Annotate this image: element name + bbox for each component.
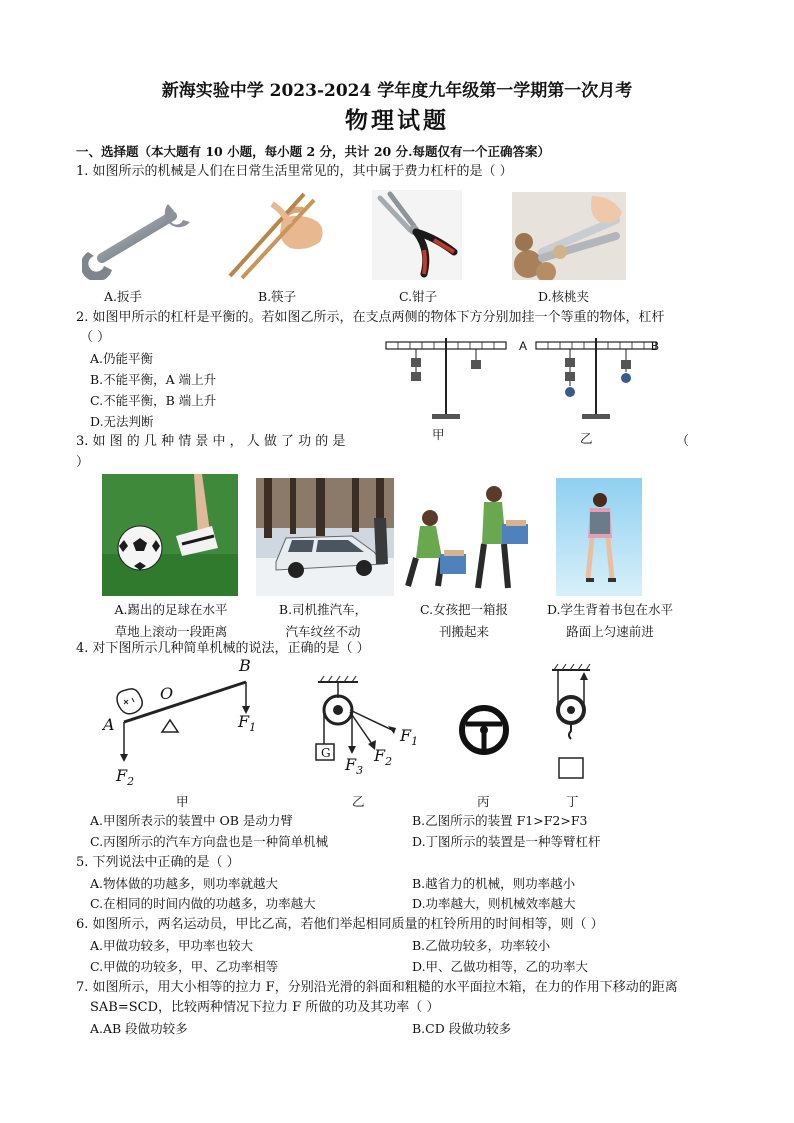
q3-caption-a-line2: 草地上滚动一段距离 (114, 624, 228, 639)
q5-option-c: C.在相同的时间内做的功越多，功率越大 (90, 896, 316, 911)
lever-force-f2-label (116, 766, 134, 788)
q4-figure-label-jia: 甲 (176, 794, 189, 809)
lever-fulcrum-o-label: O (160, 684, 174, 703)
exam-school-title: 新海实验中学 2023-2024 学年度九年级第一学期第一次月考 (161, 81, 633, 101)
q1-stem: 1. 如图所示的机械是人们在日常生活里常见的，其中属于费力杠杆的是（ ） (76, 164, 513, 179)
q6-option-a: A.甲做功较多，甲功率也较大 (90, 938, 254, 953)
q3-caption-b-line1: B.司机推汽车， (278, 602, 368, 617)
q5-stem: 5. 下列说法中正确的是（ ） (76, 855, 240, 870)
pulley-weight-g-label: G (321, 746, 331, 760)
q2-figure-label-jia: 甲 (432, 427, 445, 442)
q6-stem: 6. 如图所示，两名运动员，甲比乙高，若他们举起相同质量的杠铃所用的时间相等，则（ ） (76, 917, 604, 932)
q6-option-c: C.甲做的功较多，甲、乙功率相等 (90, 959, 279, 974)
steering-wheel-diagram-bing (462, 708, 506, 752)
q6-option-d: D.甲、乙做功相等，乙的功率大 (412, 959, 589, 974)
lever-diagram-jia (117, 682, 250, 762)
q4-option-b: B.乙图所示的装置 F1>F2>F3 (412, 813, 588, 828)
lever-f2-sub: 2 (127, 775, 135, 789)
q1-option-a: A.扳手 (104, 289, 143, 304)
lever-f2-letter: F (116, 766, 128, 785)
chopsticks-image (222, 188, 326, 280)
q7-stem: 7. 如图所示，用大小相等的拉力 F，分别沿光滑的斜面和粗糙的水平面拉木箱，在力的作用下移动的距离 (76, 980, 678, 995)
lever-f1-sub: 1 (249, 721, 257, 735)
q6-option-b: B.乙做功较多，功率较小 (412, 938, 551, 953)
wrench-image (82, 198, 198, 280)
q4-option-a: A.甲图所表示的装置中 OB 是动力臂 (90, 813, 293, 828)
q2-figure-label-yi: 乙 (580, 431, 593, 446)
pulley-f3-sub: 3 (356, 764, 364, 778)
pulley-f2-sub: 2 (385, 755, 393, 769)
q5-option-b: B.越省力的机械，则功率越小 (412, 876, 576, 891)
lever-end-a-label: A (519, 339, 528, 353)
pulley-force-f3-label (345, 755, 363, 777)
q2-option-b: B.不能平衡，A 端上升 (90, 372, 217, 387)
lever-figure-yi (536, 338, 656, 419)
q3-caption-c-line2: 刊搬起来 (438, 624, 489, 639)
q5-option-a: A.物体做的功越多，则功率就越大 (90, 876, 279, 891)
q1-option-c: C.钳子 (399, 289, 438, 304)
q3-caption-c-line1: C.女孩把一箱报 (419, 602, 509, 617)
q3-caption-c (404, 600, 524, 640)
football-kick-image (102, 474, 238, 596)
lift-box-image (402, 480, 534, 596)
q2-option-a: A.仍能平衡 (90, 351, 154, 366)
q3-stem-paren-close: ） (76, 455, 90, 470)
pliers-image (372, 190, 462, 280)
q1-option-d: D.核桃夹 (538, 289, 590, 304)
q3-caption-a-line1: A.踢出的足球在水平 (114, 602, 228, 617)
section-heading: 一、选择题（本大题有 10 小题，每小题 2 分，共计 20 分.每题仅有一个正确答案） (76, 144, 550, 159)
lever-point-b-label: B (239, 656, 251, 675)
movable-pulley-diagram-ding (552, 664, 590, 778)
q3-stem-paren-open: （ (676, 434, 690, 449)
q2-stem: 2. 如图甲所示的杠杆是平衡的。若如图乙所示，在支点两侧的物体下方分别加挂一个等重的物体，杠杆 (76, 310, 665, 325)
q3-stem: 3. 如 图 的 几 种 情 景 中 ， 人 做 了 功 的 是 (76, 434, 346, 449)
q3-caption-d-line1: D.学生背着书包在水平 (546, 602, 674, 617)
pulley-f3-letter: F (345, 755, 357, 774)
lever-end-b-label: B (651, 339, 660, 353)
q4-figure-label-ding: 丁 (566, 794, 579, 809)
exam-subject-title: 物理试题 (345, 107, 449, 134)
student-walk-image (556, 478, 642, 596)
q1-option-b: B.筷子 (258, 289, 297, 304)
q7-stem-line2: SAB=SCD，比较两种情况下拉力 F 所做的功及其功率（ ） (90, 1000, 440, 1015)
q4-figure-label-yi: 乙 (352, 794, 365, 809)
q4-option-d: D.丁图所示的装置是一种等臂杠杆 (412, 834, 601, 849)
pulley-f2-letter: F (374, 746, 386, 765)
pulley-force-f1-label (400, 726, 418, 748)
q3-caption-b (258, 600, 388, 640)
q2-stem-paren: （ ） (80, 330, 111, 345)
q3-caption-a (96, 600, 246, 640)
q4-stem: 4. 对下图所示几种简单机械的说法，正确的是（ ） (76, 641, 370, 656)
q3-caption-d (534, 600, 686, 640)
lever-f1-letter: F (238, 712, 250, 731)
q3-caption-b-line2: 汽车纹丝不动 (285, 624, 361, 639)
lever-point-a-label: A (103, 715, 115, 734)
pulley-force-f2-label (374, 746, 392, 768)
lever-figure-jia (386, 338, 506, 419)
q5-option-d: D.功率越大，则机械效率越大 (412, 896, 576, 911)
pulley-f1-sub: 1 (411, 735, 419, 749)
q3-caption-d-line2: 路面上匀速前进 (566, 624, 654, 639)
nutcracker-image (512, 192, 626, 280)
pulley-f1-letter: F (400, 726, 412, 745)
q7-option-b: B.CD 段做功较多 (412, 1021, 512, 1036)
q2-option-d: D.无法判断 (90, 414, 154, 429)
q4-figure-label-bing: 丙 (477, 794, 490, 809)
q2-option-c: C.不能平衡，B 端上升 (90, 393, 217, 408)
car-push-image (256, 478, 394, 596)
q4-option-c: C.丙图所示的汽车方向盘也是一种简单机械 (90, 834, 329, 849)
lever-force-f1-label (238, 712, 256, 734)
q7-option-a: A.AB 段做功较多 (90, 1021, 188, 1036)
